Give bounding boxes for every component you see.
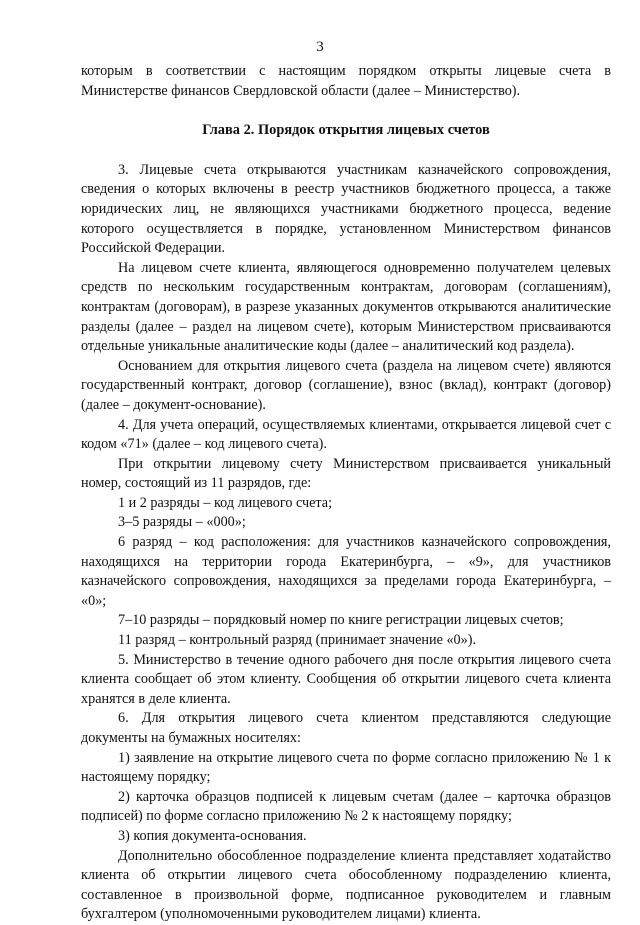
list-item-signature-card: 2) карточка образцов подписей к лицевым счетам (далее – карточка образцов подписей) по форме согласно приложению № 2 к настоящему порядку; [81, 788, 611, 825]
list-item-digits-7-10: 7–10 разряды – порядковый номер по книге регистрации лицевых счетов; [118, 612, 564, 629]
list-item-digit-6: 6 разряд – код расположения: для участников казначейского сопровождения, находящихся на территории города Екатеринбурга, – «9», для участников казначейского сопровождения, находящихся за пределами города Екатеринбурга, – «0»; [81, 534, 611, 609]
paragraph-analytic-sections: На лицевом счете клиента, являющегося одновременно получателем целевых средств по нескольким государственным контрактам, договорам (соглашениям), контрактам (договорам), в разрезе указанных документов открываются аналитические разделы (далее – раздел на лицевом счете), которым Министерством присваиваются отдельные уникальные аналитические коды (далее – аналитический код раздела). [81, 259, 611, 355]
paragraph-5: 5. Министерство в течение одного рабочего дня после открытия лицевого счета клиента сообщает об этом клиенту. Сообщения об открытии лицевого счета клиента хранятся в деле клиента. [81, 651, 611, 707]
intro-paragraph: которым в соответствии с настоящим порядком открыты лицевые счета в Министерстве финансов Свердловской области (далее – Министерство). [81, 63, 611, 99]
list-item-digits-1-2: 1 и 2 разряды – код лицевого счета; [118, 494, 333, 511]
paragraph-separate-division: Дополнительно обособленное подразделение клиента представляет ходатайство клиента об открытии лицевого счета обособленному подразделению клиента, составленное в произвольной форме, подписанное руководителем и главным бухгалтером (уполномоченными руководителем лицами) клиента. [81, 847, 611, 923]
list-item-digits-3-5: 3–5 разряды – «000»; [118, 514, 246, 531]
list-item-application: 1) заявление на открытие лицевого счета по форме согласно приложению № 1 к настоящему порядку; [81, 749, 611, 786]
document-body [81, 62, 611, 925]
chapter-heading: Глава 2. Порядок открытия лицевых счетов [202, 122, 490, 139]
list-item-basis-copy: 3) копия документа-основания. [118, 827, 307, 844]
page-number: 3 [316, 39, 324, 55]
list-item-digit-11: 11 разряд – контрольный разряд (принимает значение «0»). [118, 632, 477, 649]
paragraph-unique-number: При открытии лицевому счету Министерством присваивается уникальный номер, состоящий из 11 разрядов, где: [81, 455, 611, 492]
paragraph-basis-document: Основанием для открытия лицевого счета (раздела на лицевом счете) являются государственный контракт, договор (соглашение), взнос (вклад), контракт (договор) (далее – документ-основание). [81, 357, 611, 413]
paragraph-3: 3. Лицевые счета открываются участникам казначейского сопровождения, сведения о которых включены в реестр участников бюджетного процесса, а также юридических лиц, не являющихся участниками бюджетного процесса, ведение которого осуществляется в порядке, установленном Министерством финансов Российской Федерации. [81, 161, 611, 257]
paragraph-6: 6. Для открытия лицевого счета клиентом представляются следующие документы на бумажных носителях: [81, 710, 611, 746]
paragraph-4: 4. Для учета операций, осуществляемых клиентами, открывается лицевой счет с кодом «71» (далее – код лицевого счета). [81, 416, 611, 453]
